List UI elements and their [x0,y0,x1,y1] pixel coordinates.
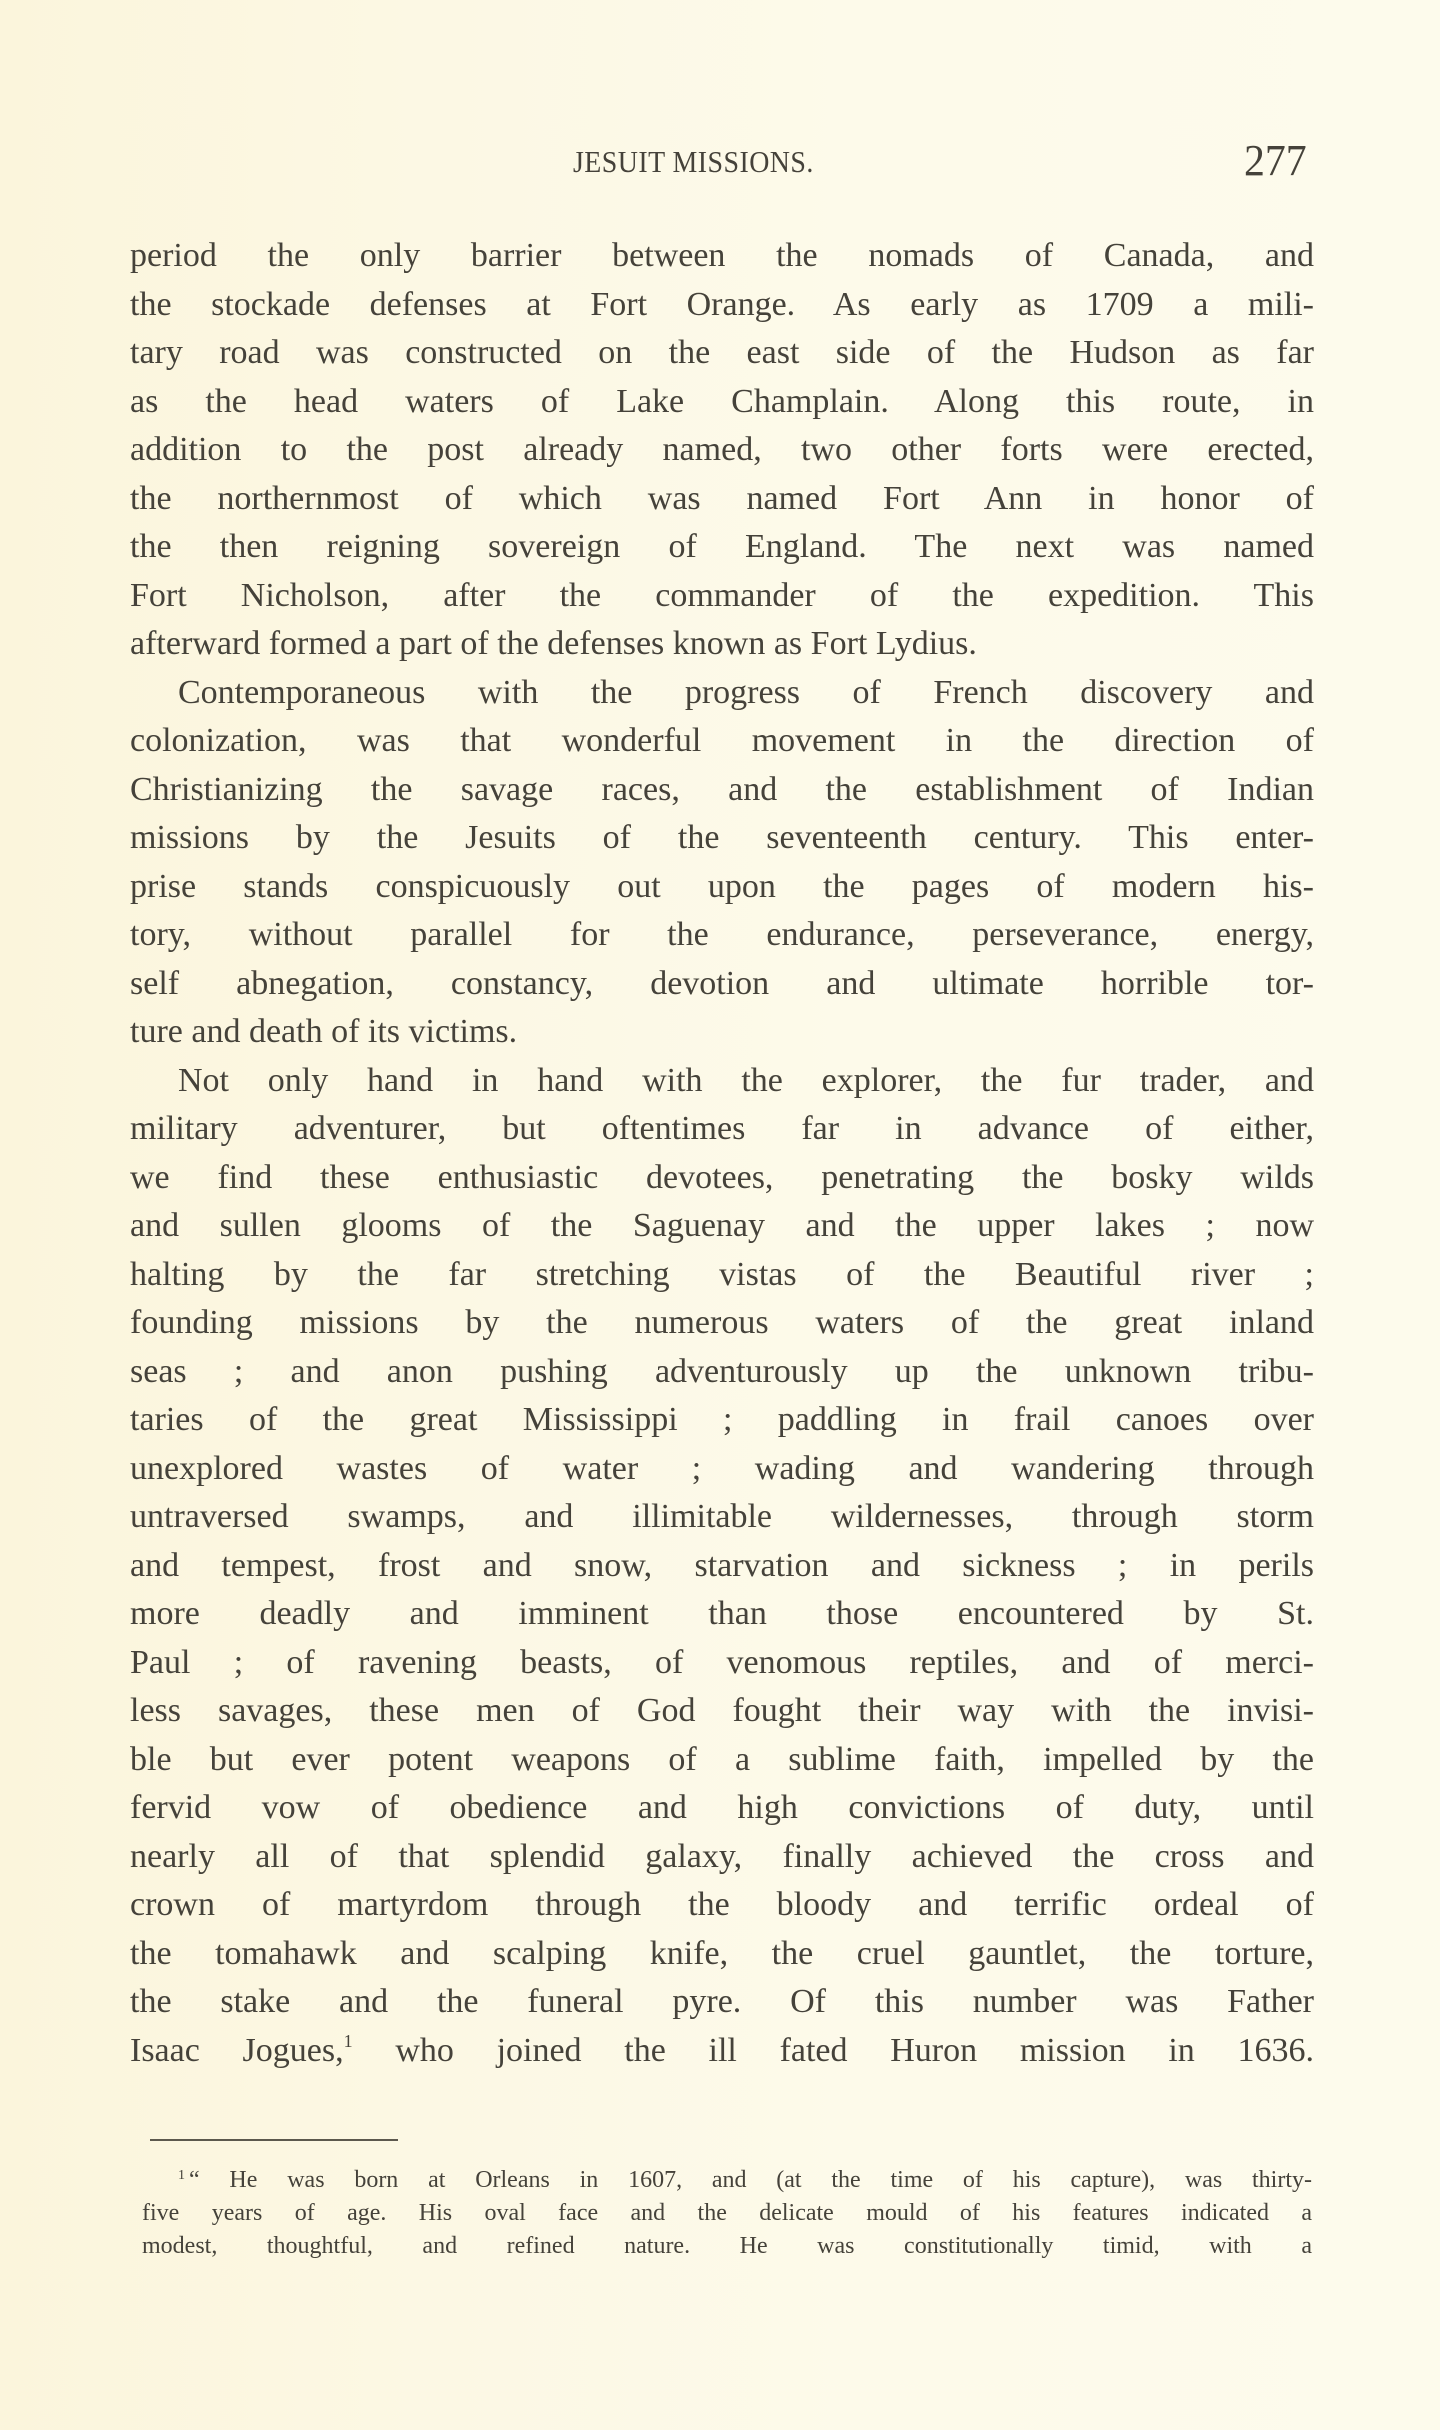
text-line: crown of martyrdom through the bloody and terrific ordeal of [130,1886,1314,1923]
paragraph-start-line: Contemporaneous with the progress of French discovery and [178,673,1314,711]
text-line: fervid vow of obedience and high convictions of duty, until [130,1789,1314,1826]
text-line: tary road was constructed on the east side of the Hudson as far [130,334,1314,371]
text-line: founding missions by the numerous waters of the great inland [130,1304,1314,1341]
text-line: the northernmost of which was named Fort Ann in honor of [130,479,1314,517]
running-head [0,138,1440,186]
text-line: untraversed swamps, and illimitable wildernesses, through storm [130,1498,1314,1535]
footnote-line: five years of age. His oval face and the delicate mould of his features indicated a [142,2200,1312,2226]
text-line: addition to the post already named, two other forts were erected, [130,431,1314,468]
text-line: nearly all of that splendid galaxy, finally achieved the cross and [130,1837,1314,1875]
text-line: less savages, these men of God fought their way with the invisi- [130,1692,1314,1729]
text-line: colonization, was that wonderful movement in the direction of [130,722,1314,759]
text-line: Paul ; of ravening beasts, of venomous reptiles, and of merci- [130,1643,1314,1681]
page-number: 277 [1244,136,1307,185]
body-text [130,232,1314,2075]
text-line: taries of the great Mississippi ; paddling in frail canoes over [130,1401,1314,1438]
text-segment: Isaac Jogues, [130,2031,344,2069]
footnote-mark: 1 [178,2168,185,2183]
footnote-line: modest, thoughtful, and refined nature. He was constitutionally timid, with a [142,2233,1312,2259]
text-line: as the head waters of Lake Champlain. Along this route, in [130,382,1314,420]
text-segment: who joined the ill fated Huron mission in 1636. [395,2031,1314,2069]
running-title: JESUIT MISSIONS. [573,144,814,179]
text-line: prise stands conspicuously out upon the pages of modern his- [130,867,1314,905]
text-line: the tomahawk and scalping knife, the cruel gauntlet, the torture, [130,1934,1314,1972]
text-line: period the only barrier between the nomads of Canada, and [130,237,1314,274]
text-line: and tempest, frost and snow, starvation and sickness ; in perils [130,1546,1314,1584]
text-line: the then reigning sovereign of England. The next was named [130,528,1314,565]
text-line: afterward formed a part of the defenses known as Fort Lydius. [130,625,977,662]
footnote-line [142,2164,1312,2197]
footnote-reference[interactable]: 1 [343,2030,353,2051]
text-line: ble but ever potent weapons of a sublime faith, impelled by the [130,1740,1314,1778]
text-line: unexplored wastes of water ; wading and wandering through [130,1449,1314,1487]
text-line: seas ; and anon pushing adventurously up the unknown tribu- [130,1352,1314,1390]
text-line: we find these enthusiastic devotees, penetrating the bosky wilds [130,1158,1314,1196]
text-line: and sullen glooms of the Saguenay and the upper lakes ; now [130,1207,1314,1244]
text-line-with-footnote-ref [130,2027,1314,2076]
footnote-text: “ He was born at Orleans in 1607, and (at the time of his capture), was thirty- [189,2167,1312,2193]
text-line: tory, without parallel for the endurance, perseverance, energy, [130,916,1314,953]
text-line: the stake and the funeral pyre. Of this number was Father [130,1983,1314,2020]
paragraph-start-line: Not only hand in hand with the explorer, the fur trader, and [178,1061,1314,1099]
text-line: self abnegation, constancy, devotion and ultimate horrible tor- [130,964,1314,1002]
text-line: missions by the Jesuits of the seventeenth century. This enter- [130,819,1314,856]
text-line: Christianizing the savage races, and the establishment of Indian [130,770,1314,808]
text-line: ture and death of its victims. [130,1013,518,1050]
footnotes [142,2164,1312,2263]
text-line: military adventurer, but oftentimes far in advance of either, [130,1110,1314,1147]
text-line: Fort Nicholson, after the commander of the expedition. This [130,576,1314,614]
text-line: halting by the far stretching vistas of the Beautiful river ; [130,1255,1314,1293]
text-line: more deadly and imminent than those encountered by St. [130,1595,1314,1632]
footnote-divider [150,2139,398,2141]
text-line: the stockade defenses at Fort Orange. As early as 1709 a mili- [130,285,1314,323]
